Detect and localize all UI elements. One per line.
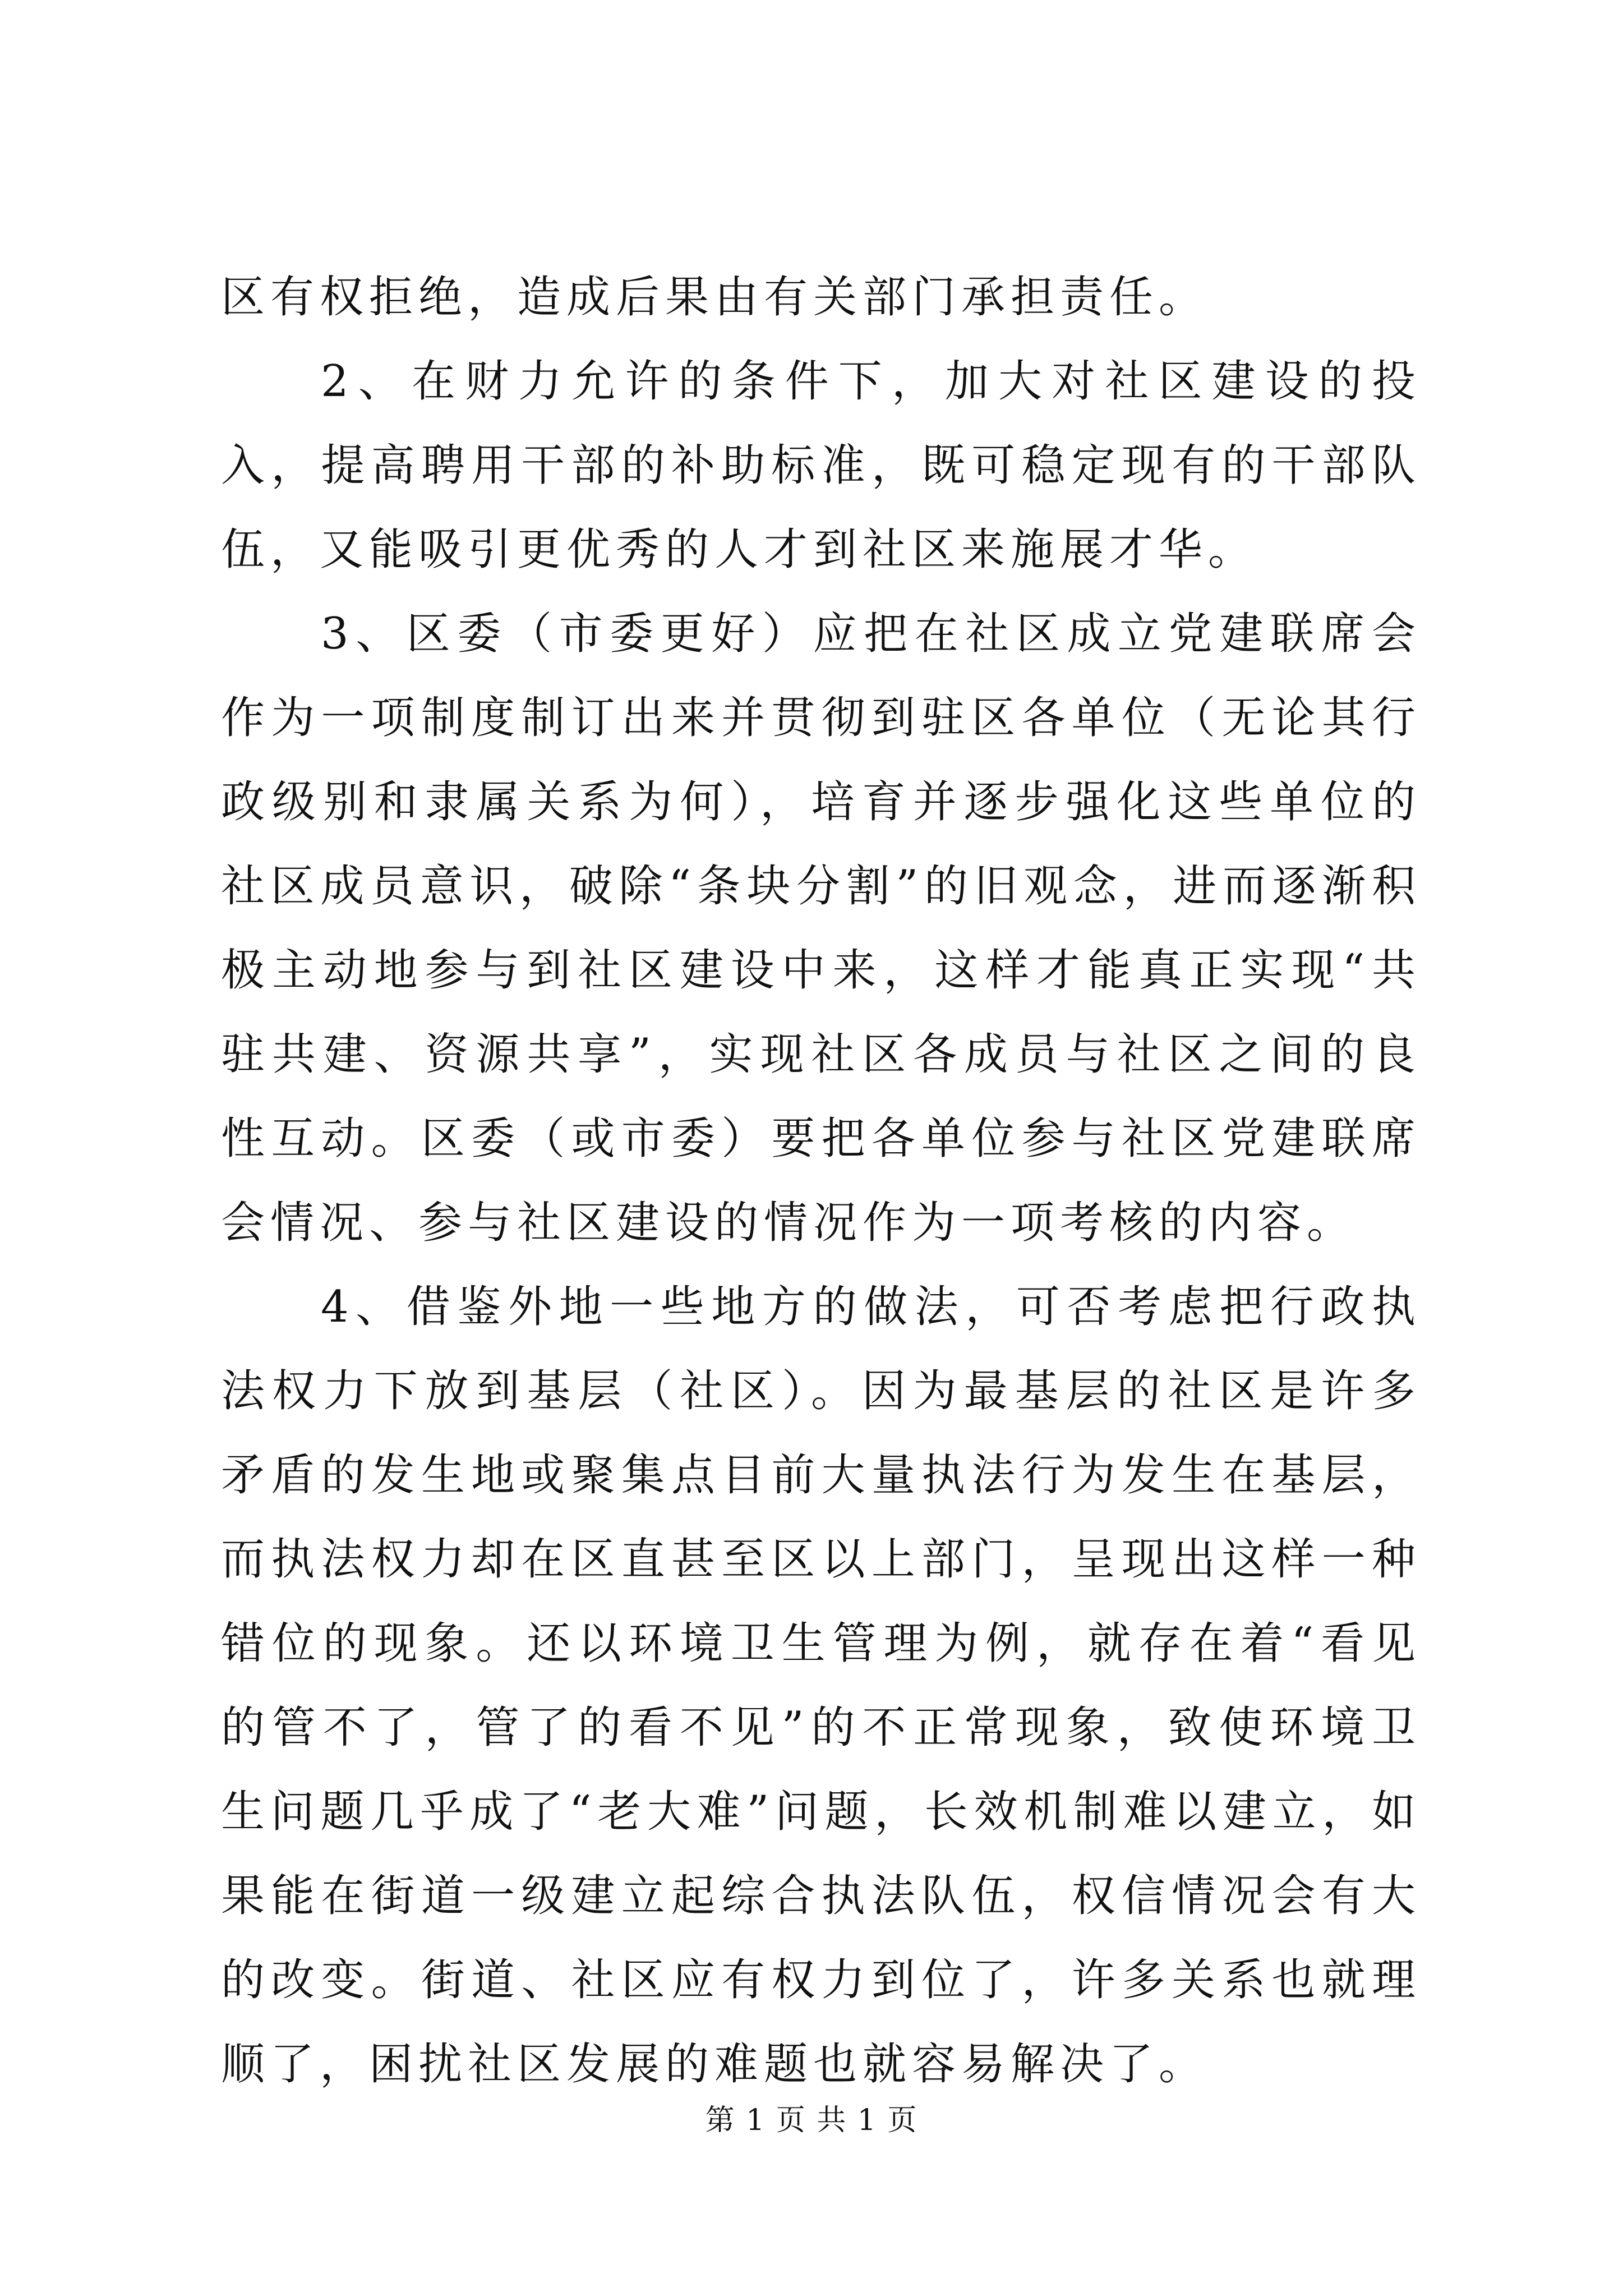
paragraph-continuation: 区有权拒绝，造成后果由有关部门承担责任。: [221, 272, 1209, 323]
paragraph-item-2: 2、在财力允许的条件下，加大对社区建设的投入，提高聘用干部的补助标准，既可稳定现有的干部队伍，又能吸引更优秀的人才到社区来施展才华。: [221, 356, 1421, 575]
paragraph-item-4: 4、借鉴外地一些地方的做法，可否考虑把行政执法权力下放到基层（社区）。因为最基层的社区是许多矛盾的发生地或聚集点目前大量执法行为发生在基层，而执法权力却在区直甚至区以上部门，呈现出这样一种错位的现象。还以环境卫生管理为例，就存在着“看见的管不了，管了的看不见”的不正常现象，致使环境卫生问题几乎成了“老大难”问题，长效机制难以建立，如果能在街道一级建立起综合执法队伍，权信情况会有大的改变。街道、社区应有权力到位了，许多关系也就理顺了，困扰社区发展的难题也就容易解决了。: [221, 1282, 1421, 2090]
document-body: [221, 255, 1421, 2106]
page-footer: 第 1 页 共 1 页: [705, 2104, 918, 2137]
paragraph-item-3: 3、区委（市委更好）应把在社区成立党建联席会作为一项制度制订出来并贯彻到驻区各单位（无论其行政级别和隶属关系为何），培育并逐步强化这些单位的社区成员意识，破除“条块分割”的旧观念，进而逐渐积极主动地参与到社区建设中来，这样才能真正实现“共驻共建、资源共享”，实现社区各成员与社区之间的良性互动。区委（或市委）要把各单位参与社区党建联席会情况、参与社区建设的情况作为一项考核的内容。: [221, 609, 1421, 1248]
